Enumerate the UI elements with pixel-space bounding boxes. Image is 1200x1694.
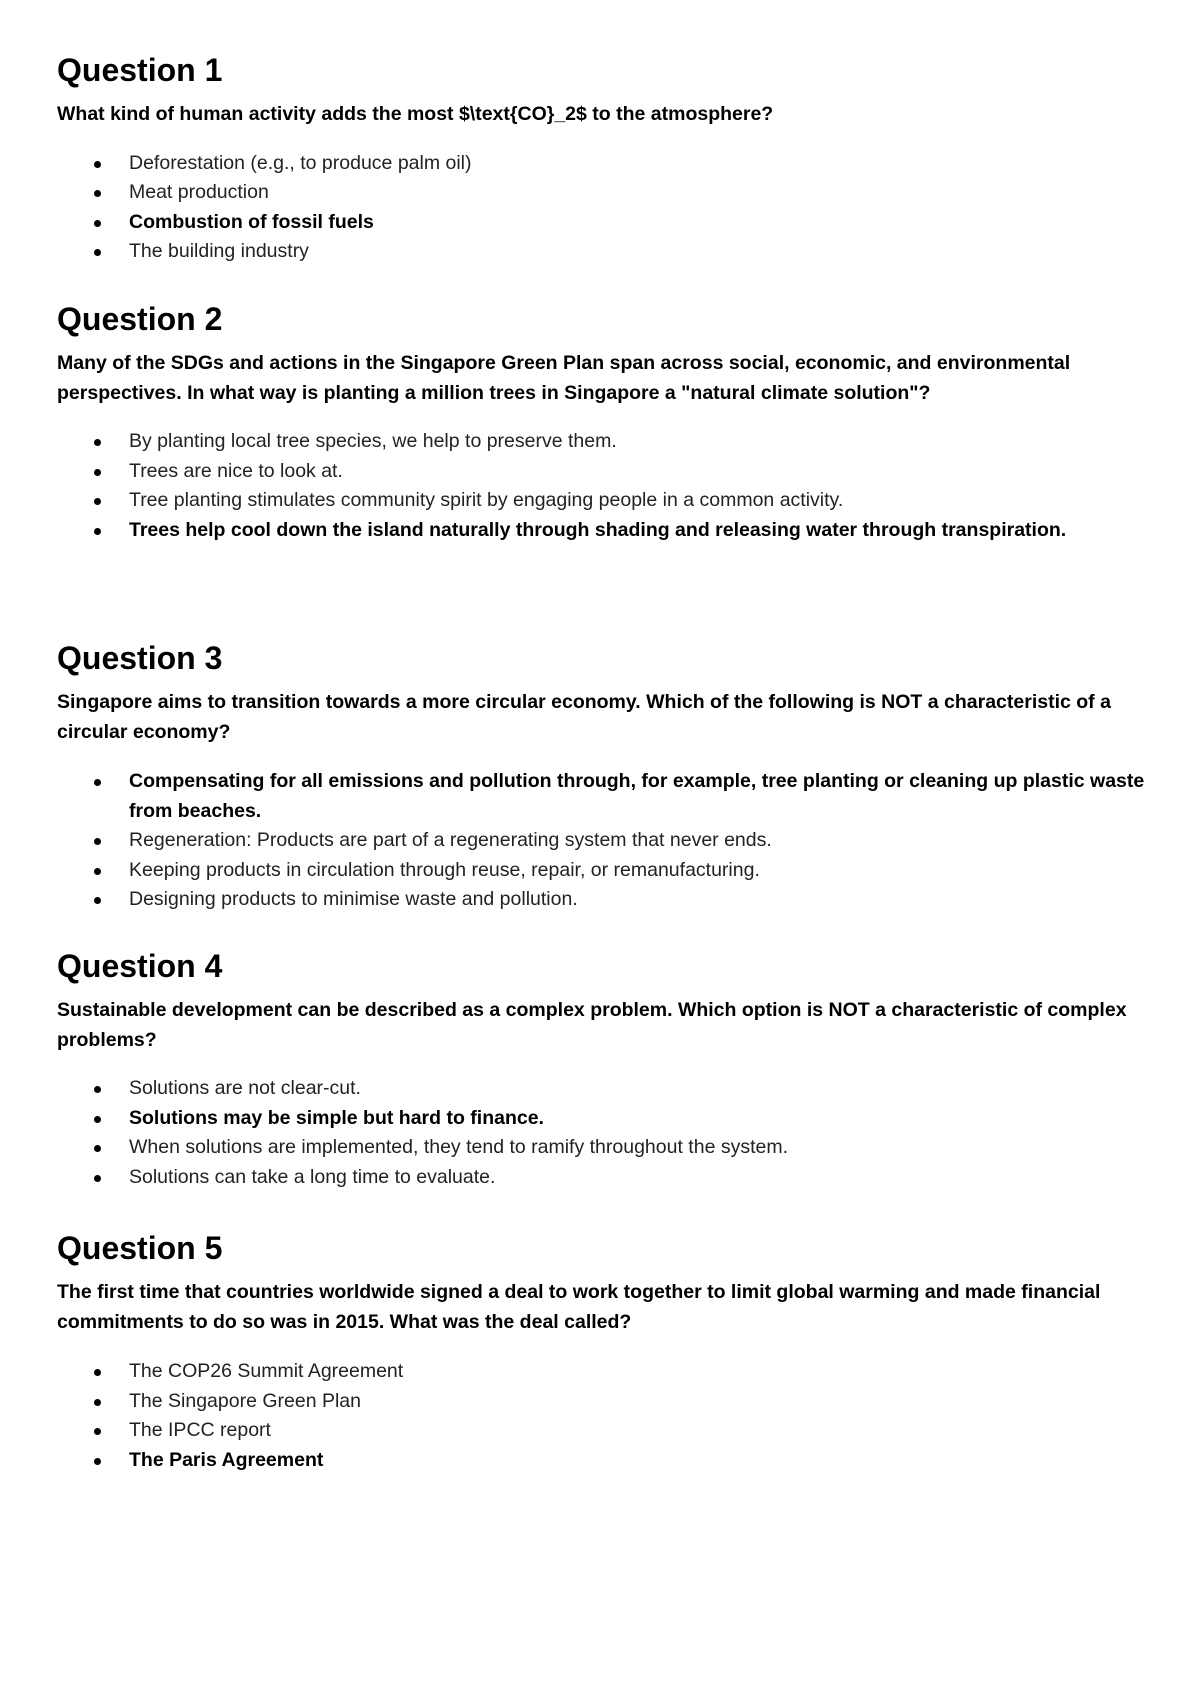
options-list [57, 427, 1152, 545]
option-item [57, 1074, 1152, 1104]
option-text: Regeneration: Products are part of a regenerating system that never ends. [129, 829, 772, 851]
question-title: Question 2 [57, 301, 223, 337]
option-item [57, 1104, 1152, 1134]
question-2 [57, 301, 1152, 545]
question-prompt: Sustainable development can be described as a complex problem. Which option is NOT a characteristic of complex problems? [57, 999, 1127, 1051]
option-item [57, 885, 1152, 915]
option-item [57, 457, 1152, 487]
option-item [57, 856, 1152, 886]
option-text: Designing products to minimise waste and pollution. [129, 888, 578, 910]
bullet-icon [94, 190, 101, 197]
question-title: Question 5 [57, 1230, 223, 1266]
option-text: Solutions may be simple but hard to finance. [129, 1106, 544, 1129]
question-4 [57, 948, 1152, 1192]
option-text: Meat production [129, 181, 269, 203]
option-text: Combustion of fossil fuels [129, 210, 374, 233]
option-item [57, 1163, 1152, 1193]
bullet-icon [94, 249, 101, 256]
option-item [57, 1416, 1152, 1446]
option-text: Keeping products in circulation through reuse, repair, or remanufacturing. [129, 858, 760, 881]
options-list [57, 1357, 1152, 1475]
bullet-icon [94, 439, 101, 446]
question-title: Question 4 [57, 948, 223, 984]
options-list [57, 767, 1152, 915]
option-item [57, 178, 1152, 208]
question-title: Question 1 [57, 52, 223, 88]
question-1 [57, 52, 1152, 267]
option-item [57, 1357, 1152, 1387]
option-item [57, 208, 1152, 238]
option-item [57, 237, 1152, 267]
bullet-icon [94, 1175, 101, 1182]
option-text: Compensating for all emissions and pollution through, for example, tree planting or cleaning up plastic waste from beaches. [129, 770, 1145, 822]
option-text: Solutions can take a long time to evaluate. [129, 1165, 496, 1188]
option-item [57, 516, 1152, 546]
bullet-icon [94, 498, 101, 505]
option-item [57, 486, 1152, 516]
option-text: Deforestation (e.g., to produce palm oil) [129, 151, 472, 174]
question-prompt: The first time that countries worldwide signed a deal to work together to limit global warming and made financial commitments to do so was in 2015. What was the deal called? [57, 1281, 1101, 1333]
question-prompt: What kind of human activity adds the most $\text{CO}_2$ to the atmosphere? [57, 103, 774, 125]
bullet-icon [94, 897, 101, 904]
bullet-icon [94, 469, 101, 476]
option-item [57, 1133, 1152, 1163]
bullet-icon [94, 1428, 101, 1435]
option-text: The Paris Agreement [129, 1448, 324, 1471]
option-item [57, 1446, 1152, 1476]
option-item [57, 767, 1152, 826]
question-5 [57, 1230, 1152, 1475]
question-prompt: Singapore aims to transition towards a more circular economy. Which of the following is NOT a characteristic of a circular economy? [57, 691, 1111, 743]
bullet-icon [94, 868, 101, 875]
bullet-icon [94, 779, 101, 786]
options-list [57, 149, 1152, 267]
bullet-icon [94, 1458, 101, 1465]
bullet-icon [94, 220, 101, 227]
option-text: By planting local tree species, we help to preserve them. [129, 430, 617, 452]
bullet-icon [94, 1116, 101, 1123]
option-text: Solutions are not clear-cut. [129, 1077, 361, 1099]
question-title: Question 3 [57, 640, 223, 676]
option-text: The IPCC report [129, 1419, 271, 1441]
bullet-icon [94, 1145, 101, 1152]
option-text: The Singapore Green Plan [129, 1389, 361, 1412]
question-prompt: Many of the SDGs and actions in the Singapore Green Plan span across social, economic, and environmental perspectives. In what way is planting a million trees in Singapore a "natural climate solution"? [57, 352, 1071, 404]
option-item [57, 427, 1152, 457]
option-item [57, 826, 1152, 856]
bullet-icon [94, 528, 101, 535]
option-text: The building industry [129, 240, 309, 262]
question-3 [57, 640, 1152, 915]
option-text: The COP26 Summit Agreement [129, 1360, 404, 1382]
bullet-icon [94, 1399, 101, 1406]
option-item [57, 149, 1152, 179]
bullet-icon [94, 161, 101, 168]
option-text: When solutions are implemented, they tend to ramify throughout the system. [129, 1136, 789, 1158]
bullet-icon [94, 1086, 101, 1093]
bullet-icon [94, 1369, 101, 1376]
option-text: Tree planting stimulates community spirit by engaging people in a common activity. [129, 489, 844, 511]
option-item [57, 1387, 1152, 1417]
options-list [57, 1074, 1152, 1192]
option-text: Trees are nice to look at. [129, 459, 343, 482]
bullet-icon [94, 838, 101, 845]
option-text: Trees help cool down the island naturally through shading and releasing water through transpiration. [129, 518, 1067, 541]
